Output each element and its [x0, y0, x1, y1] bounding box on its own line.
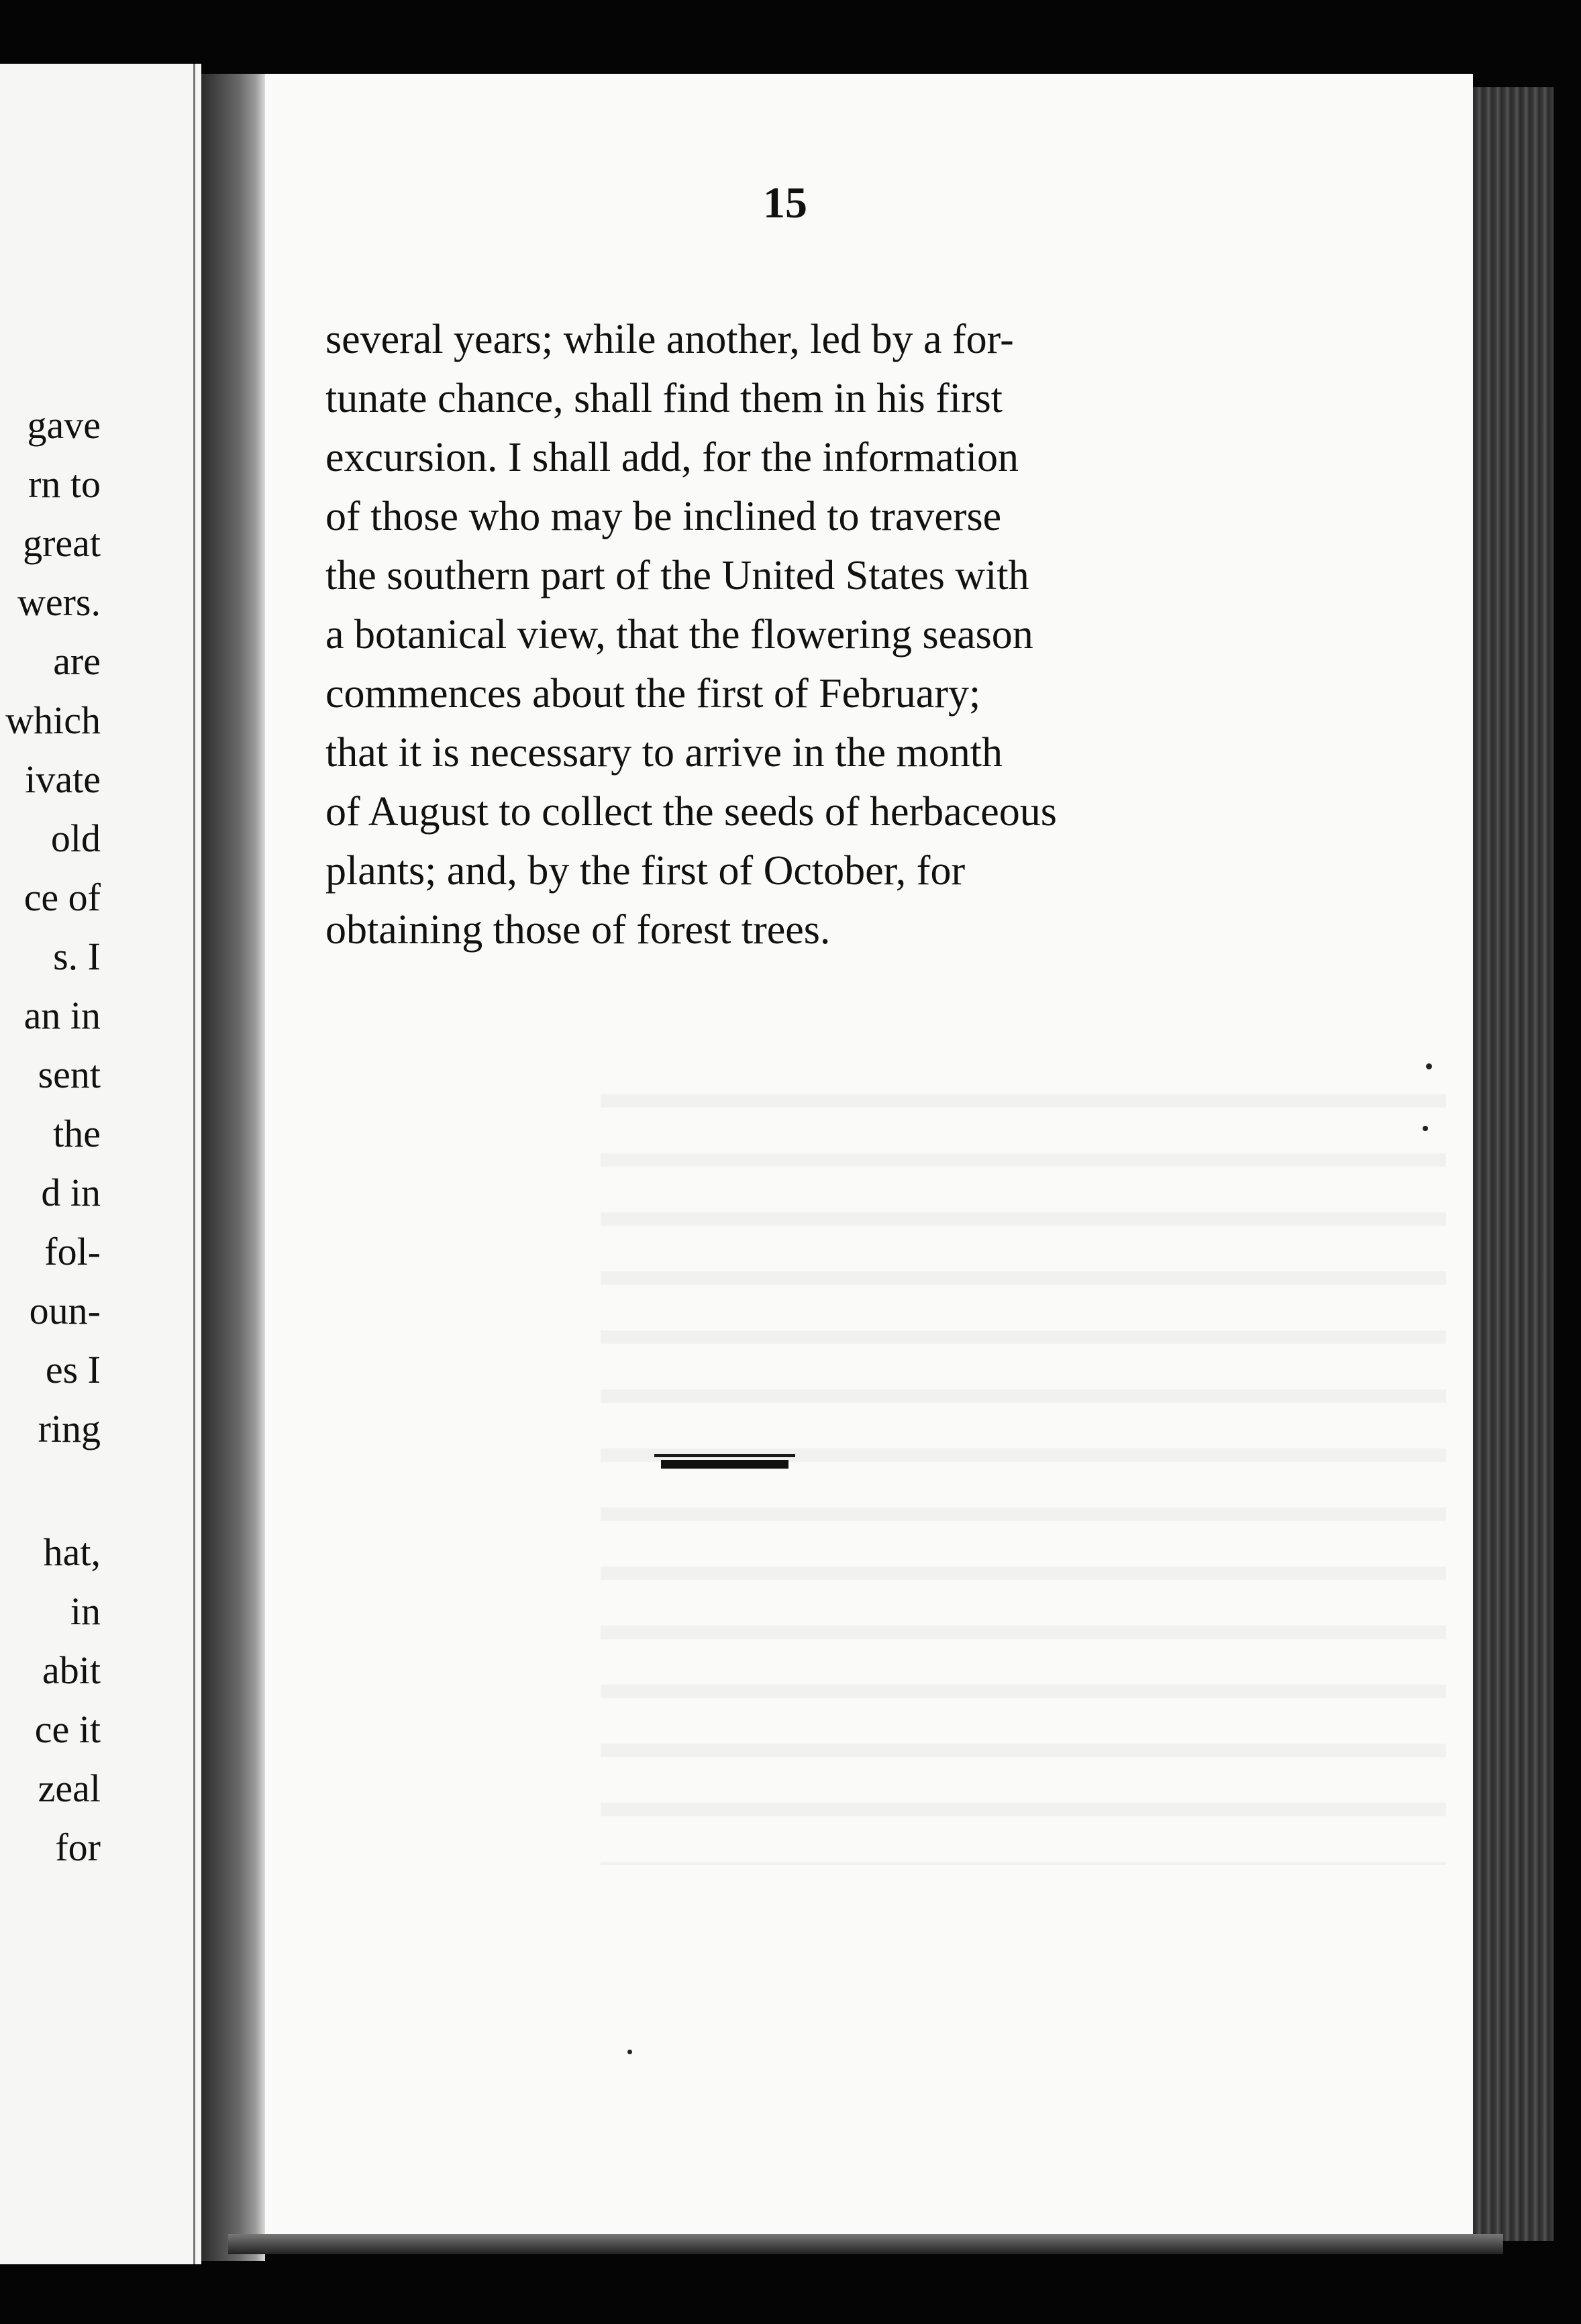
- book-gutter-shadow: [201, 74, 265, 2261]
- left-fragment: sent: [38, 1053, 101, 1096]
- left-fragment: hat,: [43, 1530, 101, 1574]
- page-bottom-edge: [228, 2234, 1503, 2254]
- left-fragment: rn to: [28, 462, 101, 506]
- text-line: commences about the first of February;: [325, 671, 981, 717]
- left-fragment: great: [23, 521, 101, 565]
- left-page: [0, 64, 201, 2264]
- left-fragment: in: [70, 1589, 101, 1633]
- left-fragment: are: [53, 639, 101, 683]
- left-fragment: d in: [41, 1171, 101, 1214]
- ink-speck: [1426, 1063, 1432, 1069]
- left-fragment: ce of: [23, 876, 101, 919]
- left-fragment: which: [5, 698, 101, 742]
- left-fragment: the: [53, 1112, 101, 1155]
- text-line: excursion. I shall add, for the information: [325, 435, 1019, 480]
- left-fragment: zeal: [38, 1766, 101, 1810]
- left-fragment: oun-: [29, 1289, 101, 1332]
- left-page-edge: [193, 64, 195, 2264]
- left-fragment: s. I: [53, 935, 101, 978]
- ink-speck: [627, 2050, 632, 2054]
- left-fragment: wers.: [17, 580, 101, 624]
- left-fragment: gave: [27, 403, 101, 447]
- left-fragment: abit: [42, 1648, 101, 1692]
- text-line: of those who may be inclined to traverse: [325, 494, 1002, 539]
- text-line: that it is necessary to arrive in the month: [325, 730, 1003, 776]
- left-fragment: an in: [23, 994, 101, 1037]
- left-fragment: old: [50, 816, 101, 860]
- text-line: plants; and, by the first of October, for: [325, 848, 966, 894]
- text-line: several years; while another, led by a for-: [325, 317, 1014, 362]
- left-fragment: ce it: [34, 1707, 101, 1751]
- rule-thick-line: [661, 1460, 788, 1469]
- page-stack-edges: [1473, 87, 1553, 2241]
- left-fragment: ring: [38, 1407, 101, 1450]
- left-fragment: ivate: [25, 757, 101, 801]
- text-line: of August to collect the seeds of herbaceous: [325, 789, 1057, 835]
- page-number: 15: [763, 178, 807, 227]
- text-line: tunate chance, shall find them in his first: [325, 376, 1003, 421]
- text-line: a botanical view, that the flowering season: [325, 612, 1033, 657]
- text-line: the southern part of the United States with: [325, 553, 1029, 598]
- text-line: obtaining those of forest trees.: [325, 907, 831, 953]
- left-fragment: fol-: [44, 1230, 101, 1273]
- left-fragment: es I: [45, 1348, 101, 1391]
- rule-thin-line: [654, 1454, 795, 1457]
- section-divider-rule: [654, 1452, 795, 1471]
- ink-speck: [1423, 1126, 1428, 1131]
- left-fragment: for: [55, 1826, 101, 1869]
